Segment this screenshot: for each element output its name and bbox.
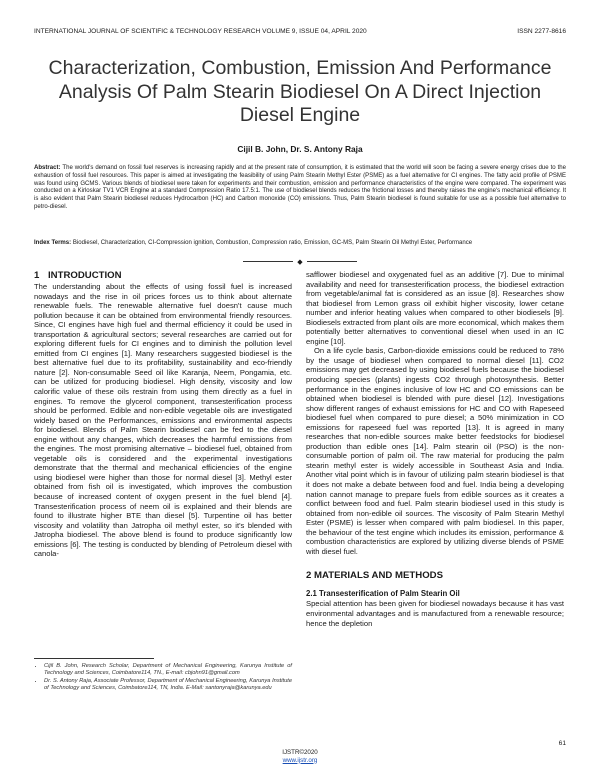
- abstract-text: The world's demand on fossil fuel reserves is increasing rapidly and at the present rate of consumption, it is estimated that the world will soon be facing a severe energy crises due to the exhaustion of fossil fuel resources. This paper is aimed at investigating the feasibility of using Palm Stearin Methyl Ester (PSME) as a fuel alternative for CI engines. The fatty acid profile of PSME was found using GCMS. Various blends of biodiesel were taken for experiments and their combustion, emission and performance characteristics of the engine were compared. The experiment was conducted on a Kirloskar TV1 VCR Engine at a standard Compression Ratio 17.5:1. The use of biodiesel blends reduces the frictional losses and thereby raises the engine's mechanical efficiency. It is also evident that Palm Stearin biodiesel reduces Hydrocarbon (HC) and Carbon monoxide (CO) emissions. Thus, Palm Stearin biodiesel is found suitable for use as a possible fuel alternative to petro-diesel.: [34, 165, 566, 210]
- paper-title: Characterization, Combustion, Emission And Performance Analysis Of Palm Stearin Biodiesel On A Direct Injection Diesel Engine: [48, 57, 552, 126]
- subsection-heading-transesterification: 2.1 Transesterification of Palm Stearin Oil: [306, 589, 460, 599]
- intro-paragraph-1: The understanding about the effects of using fossil fuel is increased nowadays and the rise in oil prices forces us to think about alternate renewable fuels. The renewable alternative fuel doesn't cause much pollution because it can be obtained from environmental friendly resources. Since, CI engines have high fuel and thermal efficiency it could be used in transportation & agricultural sectors; several researches are carried out for exploring different fuels for CI engines and to diminish the pollution level emitted from CI engines [1]. Many researchers suggested biodiesel is the best alternative fuel due to its profitability, sustainability and eco-friendly nature [2]. Non-consumable Seed oil like Karanja, Neem, Pongamia, etc. can be utilized for producing biodiesel. High density, viscosity and low calorific value of these oils restrain from using them directly as a fuel in engines. To remove the glycerol component, transesterification process should be performed. Edible and non-edible vegetable oils are investigated widely based on the Performances, emissions and environmental aspects for biodiesel. Blends of Palm Stearin biodiesel can be fed to the diesel engine without any changes, which decreases the harmful emissions from the engines. The most promising alternative – biodiesel fuel, obtained from vegetable oils is considered and the experimental investigations demonstrate that the thermal and mechanical efficiencies of the engine using biodiesel were higher than those for normal diesel [3]. Methyl ester obtained from fish oil is investigated, which improves the combustion because of increased content of oxygen present in the fuel blend [4]. Transesterification process of neem oil is explained and their blends are found to illustrate higher BTE than diesel [5]. Turpentine oil has better viscosity and volatility than Jatropha oil methyl ester, so it's blended with Jatropha biodiesel. The above blend is found to produce significantly low emissions [6]. The testing is conducted by blending of Petroleum diesel with canola-: [34, 282, 292, 559]
- footer-copyright: IJSTR©2020: [282, 749, 318, 756]
- divider-line-right: [307, 261, 357, 262]
- journal-header: [34, 28, 566, 38]
- abstract: [34, 165, 566, 212]
- page-footer: [0, 749, 600, 764]
- footer-website-link[interactable]: www.ijstr.org: [282, 756, 318, 764]
- intro-paragraph-2: safflower biodiesel and oxygenated fuel as an additive [7]. Due to minimal availability and need for transesterification process, the biodiesel extraction from vegetable/animal fat is considered as an issue [8]. Researches show that biodiesel from Lemon grass oil exhibit higher viscosity, lower cetane number and inferior heating values when compared to other biodiesels [9]. Biodiesels extracted from plant oils are more economical, which makes them potentially better alternatives to conventional diesel when used in an IC engine [10].: [306, 270, 564, 346]
- journal-name: INTERNATIONAL JOURNAL OF SCIENTIFIC & TECHNOLOGY RESEARCH VOLUME 9, ISSUE 04, APRIL 2020: [34, 28, 367, 35]
- issn: ISSN 2277-8616: [517, 28, 566, 35]
- footnote-item: • Dr. S. Antony Raja, Associate Professor, Department of Mechanical Engineering, Karunya Institute of Technology and Sciences, Coimbatore114, TN, India. E-Mail: santonyraja@karunya.edu: [44, 678, 292, 692]
- intro-paragraph-3: On a life cycle basis, Carbon-dioxide emissions could be reduced to 78% by the usage of biodiesel when compared to normal diesel [11]. CO2 emissions may get decreased by using biodiesel fuels because the biodiesel producing species (plants) ingests CO2 through photosynthesis. Better performance in the engines inclusive of low HC and CO emissions can be obtained when biodiesel is blended with pure diesel [12]. Investigations show different ranges of exhaust emissions for HC and CO with Rapeseed biodiesel fuel when compared to pure diesel; a 50% minimization in CO emissions for rapeseed fuel was reported [13]. It is agreed in many researches that non-edible sources make better feedstocks for biodiesel production than edible ones [14]. Palm stearin oil (PSO) is the non-consumable portion of palm oil. The raw material for producing the palm stearin methyl ester is widely accessible in Southeast Asia and India. Another vital point which is in favour of utilizing palm stearin biodiesel is that it does not make a debate between food and fuel. India being a developing nation cannot manage to prepare fuels from edible sources as it creates a conflict between food and fuel. Palm stearin biodiesel used in this study is obtained from non-edible oil sources. The viscosity of Palm Stearin Methyl Ester (PSME) is lesser when compared with palm biodiesel. In this paper, the behaviour of the test engine which includes its emission, performance & combustion characteristics are explored by utilizing diverse blends of PSME with diesel fuel.: [306, 346, 564, 556]
- index-terms: [34, 240, 566, 248]
- divider-line-left: [243, 261, 293, 262]
- section-title: INTRODUCTION: [48, 270, 122, 281]
- authors: Cijil B. John, Dr. S. Antony Raja: [237, 144, 363, 154]
- section-heading-introduction: [34, 270, 292, 281]
- abstract-label: Abstract:: [34, 165, 61, 171]
- left-column: [34, 270, 292, 559]
- section-heading-materials: 2 MATERIALS AND METHODS: [306, 570, 443, 582]
- section-divider: [0, 257, 600, 267]
- right-column: [306, 270, 564, 628]
- index-terms-text: Biodiesel, Characterization, CI-Compression ignition, Combustion, Compression ratio, Emission, GC-MS, Palm Stearin Oil Methyl Ester, Performance: [71, 240, 473, 246]
- diamond-icon: ◆: [297, 258, 303, 266]
- footnote-item: • Cijil B. John, Research Scholar, Department of Mechanical Engineering, Karunya Institute of Technology and Sciences, Coimbatore114, TN., E-mail: cbjohn91@gmail.com: [44, 663, 292, 677]
- page-number: 61: [558, 740, 566, 747]
- index-terms-label: Index Terms:: [34, 240, 72, 246]
- author-footnotes: [34, 658, 292, 693]
- footnote-rule: [34, 658, 154, 659]
- materials-paragraph-1: Special attention has been given for biodiesel nowadays because it has vast environmental advantages and is manufactured from a renewable resource; hence the depletion: [306, 599, 564, 628]
- section-number: 1: [34, 270, 40, 281]
